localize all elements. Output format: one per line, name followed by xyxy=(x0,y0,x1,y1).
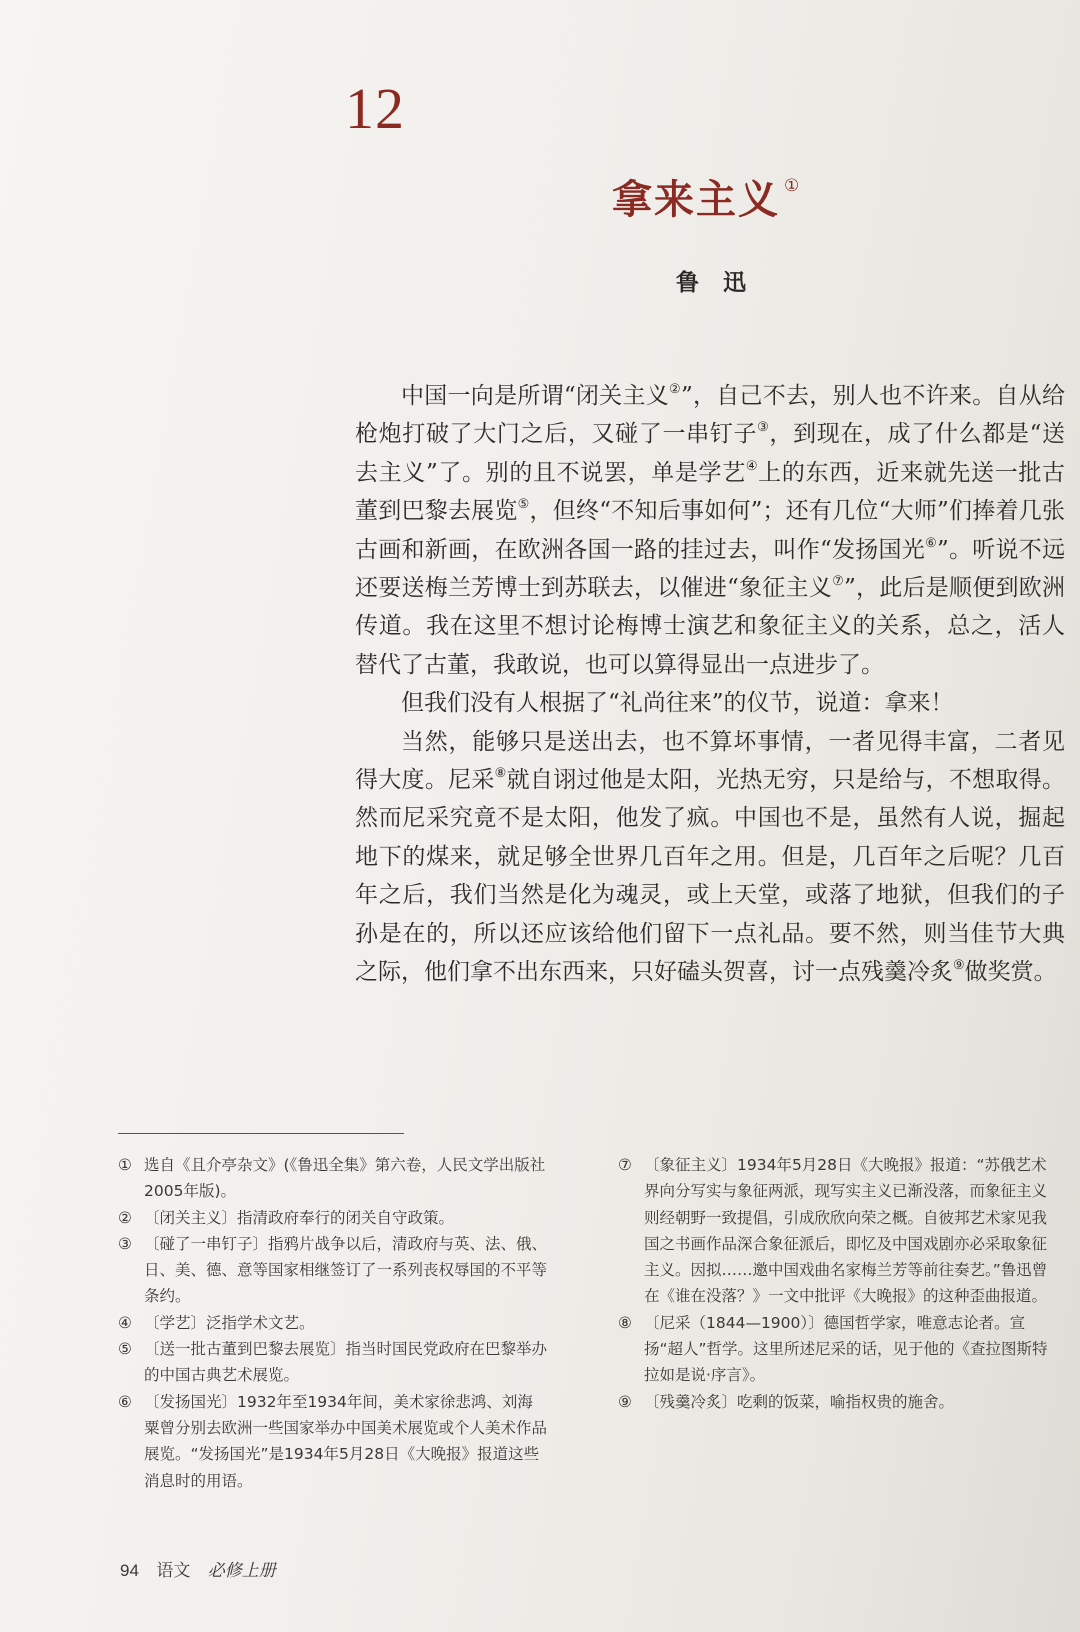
footnotes-right xyxy=(618,1152,1053,1415)
footnote-marker: ③ xyxy=(757,420,770,436)
page-footer xyxy=(120,1556,276,1581)
footnote xyxy=(118,1389,548,1494)
footer-subject: 语文 xyxy=(156,1561,191,1581)
paragraph-text: 当然，能够只是送出去，也不算坏事情，一者见得丰富，二者见得大度。尼采 xyxy=(355,728,1065,794)
footnote-marker: ④ xyxy=(745,458,759,474)
footnote xyxy=(618,1389,1053,1415)
paragraph xyxy=(355,723,1065,992)
footnote-text: 〔尼采（1844—1900）〕德国哲学家，唯意志论者。宣扬“超人”哲学。这里所述尼采的话，见于他的《查拉图斯特拉如是说·序言》。 xyxy=(644,1313,1048,1385)
title-text: 拿来主义 xyxy=(612,176,780,223)
paragraph-text: 但我们没有人根据了“礼尚往来”的仪节，说道：拿来！ xyxy=(401,690,954,717)
footnote-number: ① xyxy=(118,1156,132,1174)
footnote-text: 选自《且介亭杂文》(《鲁迅全集》第六卷，人民文学出版社2005年版)。 xyxy=(144,1156,546,1201)
footnote-number: ⑤ xyxy=(118,1340,132,1359)
title-footnote-marker: ① xyxy=(784,176,802,196)
lesson-number: 12 xyxy=(345,76,405,141)
footnote-text: 〔送一批古董到巴黎去展览〕指当时国民党政府在巴黎举办的中国古典艺术展览。 xyxy=(144,1340,548,1385)
paragraph-text: ，但终“不知后事如何”；还有几位“大师”们捧着几张古画和新画，在欧洲各国一路的挂过去，叫作“发扬国光 xyxy=(355,498,1065,563)
paragraph-text: ，到现在，成了什么都是“送去主义”了。别的且不说罢，单是学艺 xyxy=(355,421,1066,486)
footnote-marker: ② xyxy=(669,382,681,397)
footnote-number: ③ xyxy=(118,1234,132,1253)
footnote xyxy=(618,1152,1053,1310)
footnote xyxy=(118,1310,548,1336)
footnote-number: ⑨ xyxy=(618,1392,632,1411)
footnote-text: 〔发扬国光〕1932年至1934年间，美术家徐悲鸿、刘海粟曾分别去欧洲一些国家举办中国美术展览或个人美术作品展览。“发扬国光”是1934年5月28日《大晚报》报道这些消息时的用语。 xyxy=(144,1392,548,1490)
footnotes-left xyxy=(118,1152,548,1494)
footnote-marker: ⑧ xyxy=(494,766,507,782)
footnote-number: ⑧ xyxy=(618,1313,632,1332)
page-title xyxy=(612,168,801,225)
footnote-number: ④ xyxy=(118,1313,132,1332)
author: 鲁迅 xyxy=(676,269,770,296)
paragraph-text: ”。听说不远还要送梅兰芳博士到苏联去，以催进“象征主义 xyxy=(355,536,1066,602)
paragraph-text: 做奖赏。 xyxy=(964,959,1057,986)
footnote xyxy=(118,1336,548,1389)
footnote-text: 〔残羹冷炙〕吃剩的饭菜，喻指权贵的施舍。 xyxy=(644,1392,955,1411)
footnote-text: 〔学艺〕泛指学术文艺。 xyxy=(144,1313,315,1332)
paragraph-text: 中国一向是所谓“闭关主义 xyxy=(401,383,669,409)
footnote-number: ② xyxy=(118,1208,132,1227)
footnote-marker: ⑤ xyxy=(517,497,530,513)
footnote-text: 〔碰了一串钉子〕指鸦片战争以后，清政府与英、法、俄、日、美、德、意等国家相继签订了一系列丧权辱国的不平等条约。 xyxy=(144,1234,548,1306)
footnote xyxy=(618,1310,1053,1389)
footnote-number: ⑥ xyxy=(118,1392,132,1411)
footnote-text: 〔闭关主义〕指清政府奉行的闭关自守政策。 xyxy=(144,1208,455,1227)
footnote-number: ⑦ xyxy=(618,1156,632,1174)
footnote-text: 〔象征主义〕1934年5月28日《大晚报》报道：“苏俄艺术界向分写实与象征两派，现写实主义已渐没落，而象征主义则经朝野一致提倡，引成欣欣向荣之概。自彼邦艺术家见我国之书画作品深合象征派后，即忆及中国戏剧亦必采取象征主义。因拟……邀中国戏曲名家梅兰芳等前往奏艺。”鲁迅曾在《谁在没落？》一文中批评《大晚报》的这种歪曲报道。 xyxy=(644,1156,1048,1306)
footnote-divider xyxy=(118,1133,404,1134)
footnote-marker: ⑦ xyxy=(832,574,844,590)
footer-book: 必修上册 xyxy=(207,1561,276,1581)
footnote xyxy=(118,1152,548,1205)
paragraph xyxy=(355,377,1065,684)
paragraph-text: 就自诩过他是太阳，光热无穷，只是给与，不想取得。然而尼采究竟不是太阳，他发了疯。中国也不是，虽然有人说，掘起地下的煤来，就足够全世界几百年之用。但是，几百年之后呢？几百年之后，我们当然是化为魂灵，或上天堂，或落了地狱，但我们的子孙是在的，所以还应该给他们留下一点礼品。要不然，则当佳节大典之际，他们拿不出东西来，只好磕头贺喜，讨一点残羹冷炙 xyxy=(355,767,1066,986)
footnote xyxy=(118,1205,548,1231)
footnote-marker: ⑥ xyxy=(925,535,937,551)
page-number: 94 xyxy=(120,1561,139,1580)
paragraph xyxy=(355,684,1065,722)
paragraph-text: ”，自己不去，别人也不许来。自从给枪炮打破了大门之后，又碰了一串钉子 xyxy=(355,383,1066,448)
article-body xyxy=(355,377,1065,992)
footnote-marker: ⑨ xyxy=(953,958,965,974)
paragraph-text: ”，此后是顺便到欧洲传道。我在这里不想讨论梅博士演艺和象征主义的关系，总之，活人替代了古董，我敢说，也可以算得显出一点进步了。 xyxy=(355,575,1066,678)
paragraph-text: 上的东西，近来就先送一批古董到巴黎去展览 xyxy=(355,459,1066,525)
footnote xyxy=(118,1231,548,1310)
